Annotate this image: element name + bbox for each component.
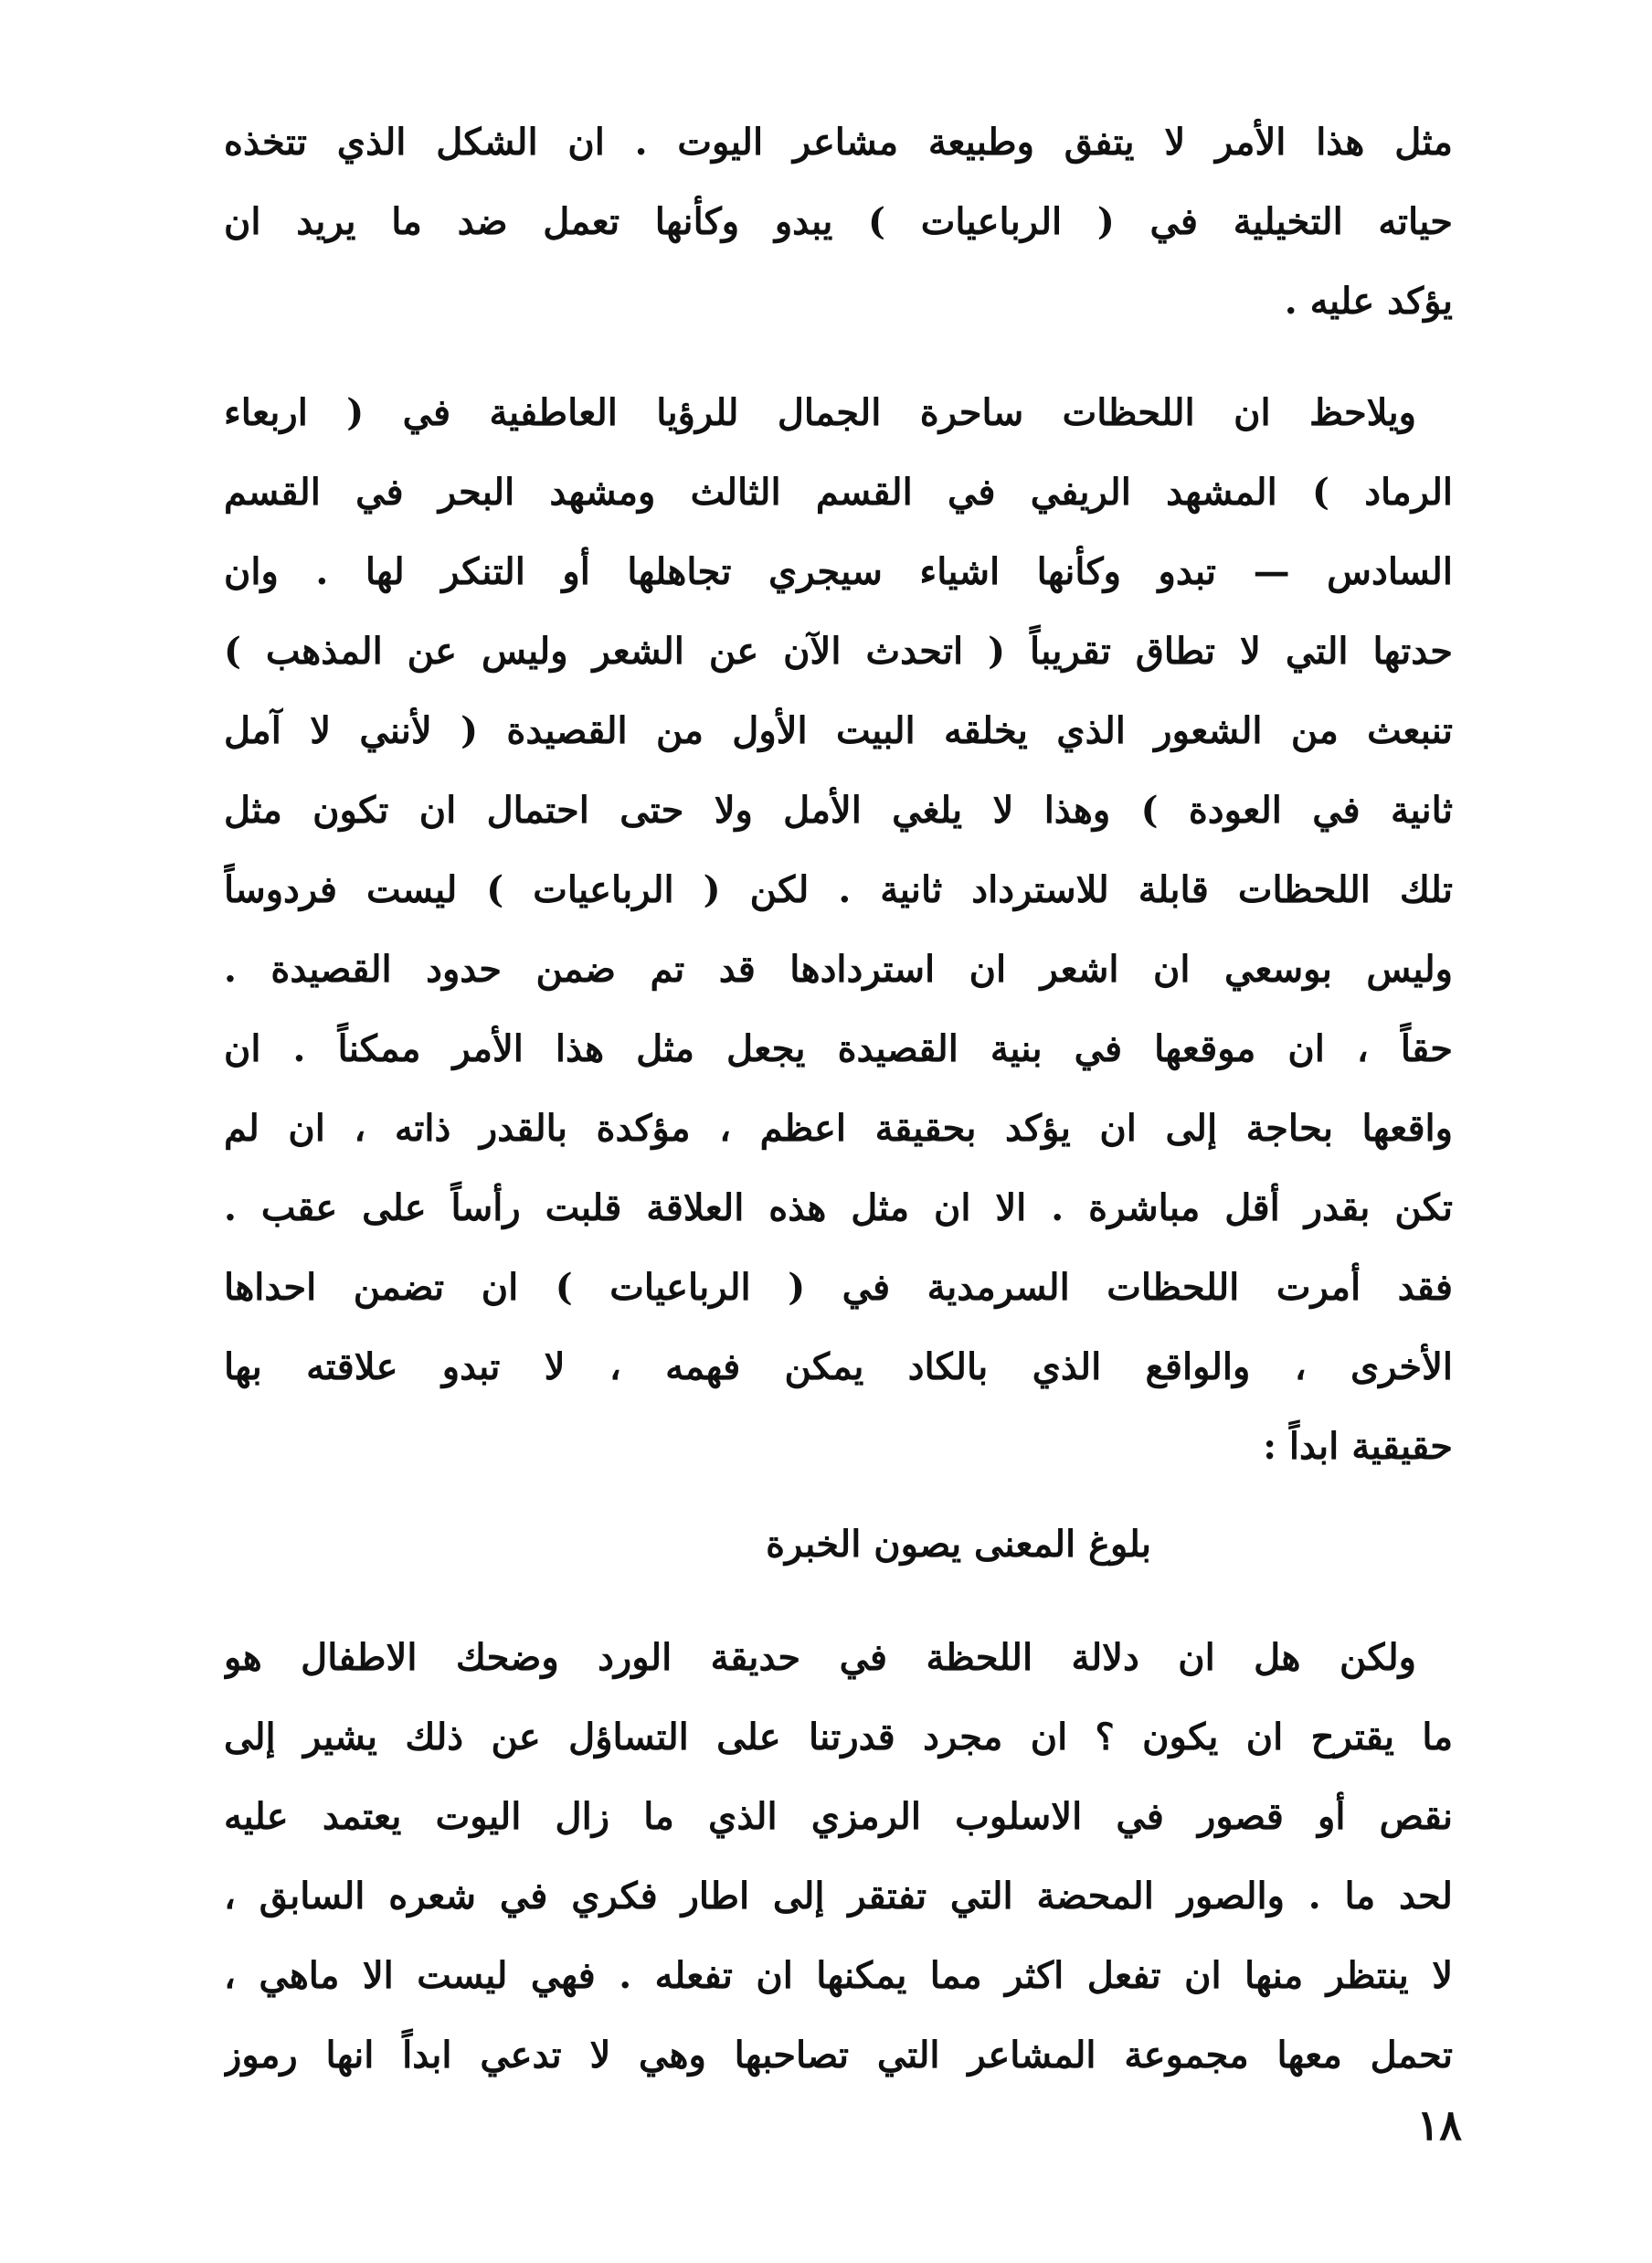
text-line: ثانية في العودة ) وهذا لا يلغي الأمل ولا حتى احتمال ان تكون مثل <box>224 789 1453 832</box>
text-line: حقيقية ابداً : <box>1263 1425 1453 1468</box>
text-line: فقد أمرت اللحظات السرمدية في ( الرباعيات ) ان تضمن احداها <box>224 1266 1453 1309</box>
paragraph-1 <box>224 102 1453 341</box>
text-line: حياته التخيلية في ( الرباعيات ) يبدو وكأنها تعمل ضد ما يريد ان <box>224 200 1453 243</box>
text-line: وليس بوسعي ان اشعر ان استردادها قد تم ضمن حدود القصيدة . <box>224 948 1453 991</box>
text-line: السادس — تبدو وكأنها اشياء سيجري تجاهلها أو التنكر لها . وان <box>224 550 1453 593</box>
text-line: مثل هذا الأمر لا يتفق وطبيعة مشاعر اليوت . ان الشكل الذي تتخذه <box>224 121 1453 164</box>
verse-line: بلوغ المعنى يصون الخبرة <box>766 1523 1151 1566</box>
text-line: ما يقترح ان يكون ؟ ان مجرد قدرتنا على التساؤل عن ذلك يشير إلى <box>224 1716 1453 1758</box>
text-line: نقص أو قصور في الاسلوب الرمزي الذي ما زال اليوت يعتمد عليه <box>224 1795 1453 1838</box>
text-line: لحد ما . والصور المحضة التي تفتقر إلى اطار فكري في شعره السابق ، <box>224 1875 1453 1918</box>
text-line: لا ينتظر منها ان تفعل اكثر مما يمكنها ان تفعله . فهي ليست الا ماهي ، <box>224 1954 1453 1997</box>
text-line: حدتها التي لا تطاق تقريباً ( اتحدث الآن عن الشعر وليس عن المذهب ) <box>224 630 1453 673</box>
text-line: حقاً ، ان موقعها في بنية القصيدة يجعل مثل هذا الأمر ممكناً . ان <box>224 1027 1453 1070</box>
text-line: ولكن هل ان دلالة اللحظة في حديقة الورد وضحك الاطفال هو <box>224 1636 1416 1679</box>
text-line: الأخرى ، والواقع الذي بالكاد يمكن فهمه ، لا تبدو علاقته بها <box>224 1345 1453 1388</box>
text-line: تنبعث من الشعور الذي يخلقه البيت الأول من القصيدة ( لأنني لا آمل <box>224 709 1453 752</box>
paragraph-3 <box>224 1618 1453 2095</box>
text-line: ويلاحظ ان اللحظات ساحرة الجمال للرؤيا العاطفية في ( اربعاء <box>224 391 1416 434</box>
quoted-verse <box>224 1499 1453 1590</box>
text-line: تحمل معها مجموعة المشاعر التي تصاحبها وهي لا تدعي ابداً انها رموز <box>224 2034 1453 2077</box>
page-number: ١٨ <box>1416 2100 1462 2150</box>
text-line: تكن بقدر أقل مباشرة . الا ان مثل هذه العلاقة قلبت رأساً على عقب . <box>224 1186 1453 1229</box>
text-line: واقعها بحاجة إلى ان يؤكد بحقيقة اعظم ، مؤكدة بالقدر ذاته ، ان لم <box>224 1107 1453 1150</box>
paragraph-2 <box>224 373 1453 1486</box>
text-line: تلك اللحظات قابلة للاسترداد ثانية . لكن ( الرباعيات ) ليست فردوساً <box>224 868 1453 911</box>
text-line: يؤكد عليه . <box>1284 280 1453 323</box>
text-line: الرماد ) المشهد الريفي في القسم الثالث ومشهد البحر في القسم <box>224 471 1453 514</box>
